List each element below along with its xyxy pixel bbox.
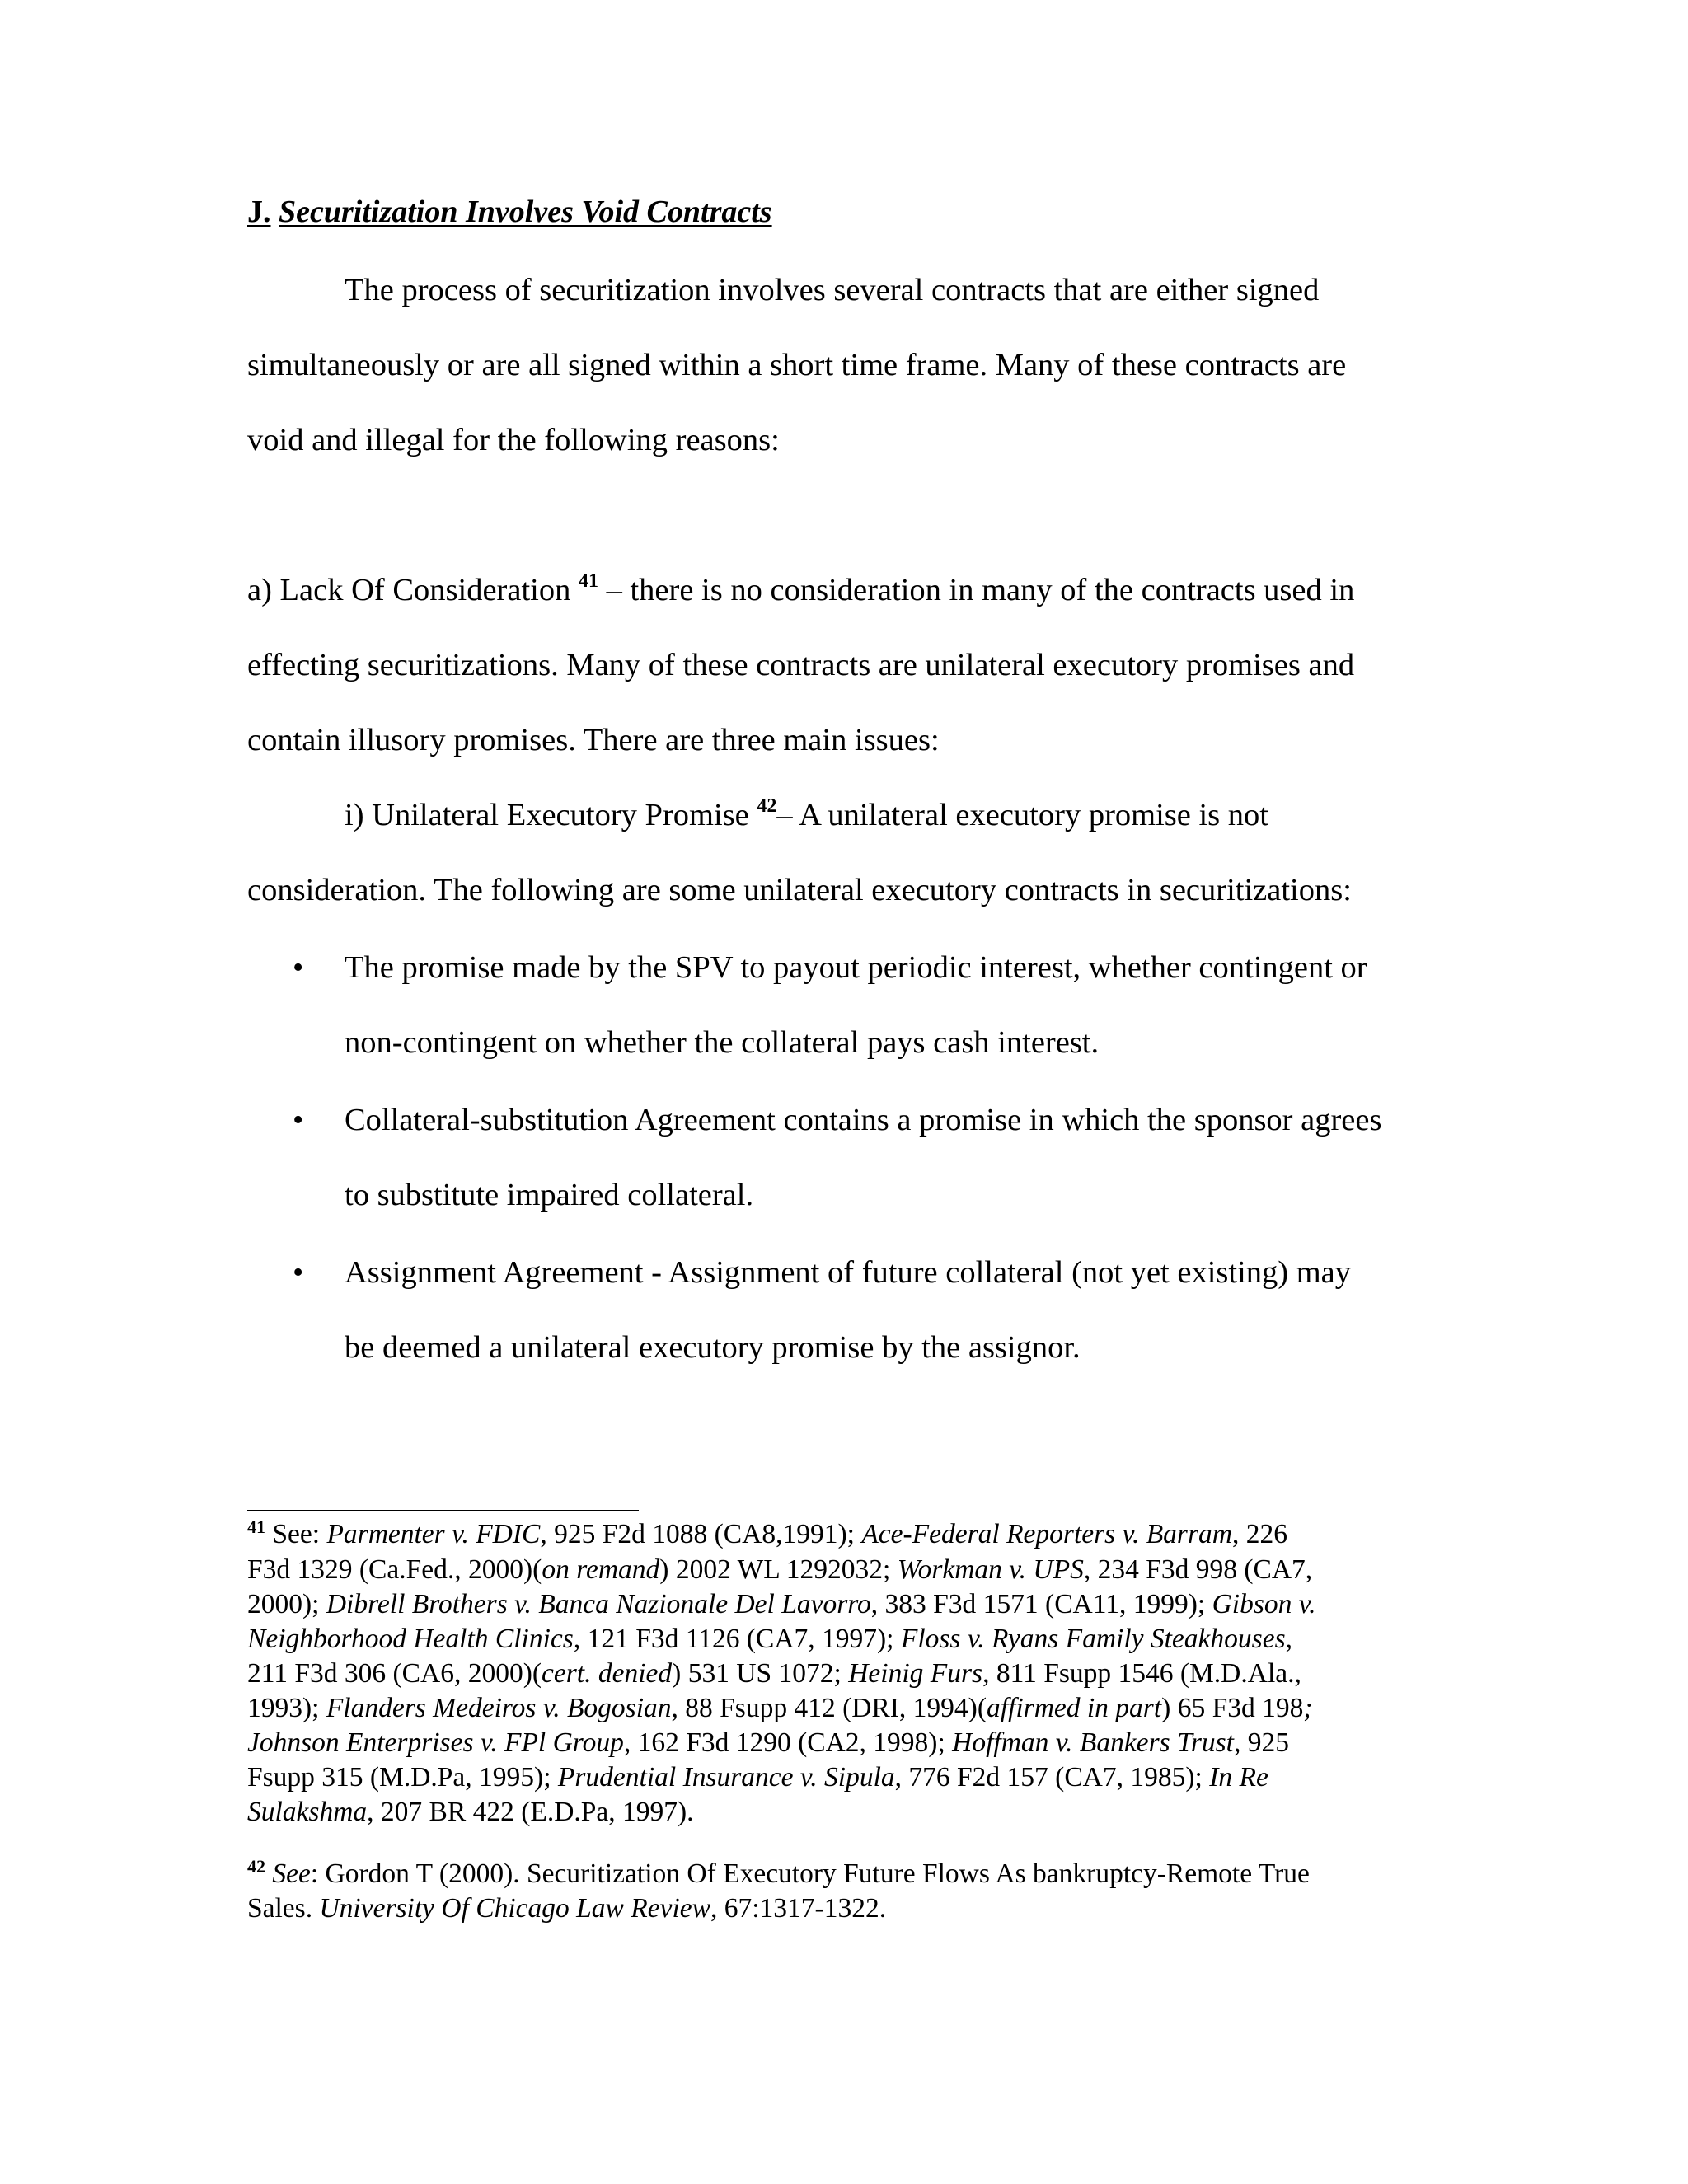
case-name: Workman v. UPS [897, 1554, 1084, 1585]
case-name: Flanders Medeiros v. Bogosian [326, 1693, 672, 1723]
point-a-line-1-rest: – there is no consideration in many of the contracts used in [606, 573, 1355, 607]
footnote-41-line-6 [247, 1694, 1313, 1722]
footnote-41-line-9 [247, 1798, 694, 1826]
case-name: Prudential Insurance v. Sipula [557, 1762, 895, 1793]
case-name: Neighborhood Health Clinics [247, 1624, 574, 1654]
bullet-icon: • [293, 1103, 304, 1137]
section-letter: J. [247, 194, 271, 229]
citation: , 207 BR 422 (E.D.Pa, 1997). [367, 1797, 694, 1827]
intro-line-1: The process of securitization involves several contracts that are either signed [345, 273, 1320, 307]
footnote-42-number: 42 [247, 1856, 265, 1877]
bullet-2-line-2: to substitute impaired collateral. [345, 1178, 754, 1212]
footnote-42-line-1 [247, 1856, 1310, 1889]
citation: , 226 [1231, 1519, 1287, 1549]
bullet-1-line-1: The promise made by the SPV to payout periodic interest, whether contingent or [345, 950, 1367, 985]
citation: F3d 1329 (Ca.Fed., 2000)( [247, 1554, 542, 1585]
footnote-41-line-7 [247, 1729, 1289, 1757]
citation: , 121 F3d 1126 (CA7, 1997); [573, 1624, 901, 1654]
citation: 1993); [247, 1693, 326, 1723]
case-name: Ace-Federal Reporters v. Barram [861, 1519, 1232, 1549]
intro-line-2: simultaneously or are all signed within a short time frame. Many of these contracts are [247, 348, 1347, 382]
point-i-line-1-rest: – A unilateral executory promise is not [776, 798, 1268, 832]
footnote-41-number: 41 [247, 1516, 265, 1537]
case-name: In Re [1209, 1762, 1268, 1793]
footnote-41-line-4 [247, 1625, 1292, 1653]
bullet-3-line-1: Assignment Agreement - Assignment of future collateral (not yet existing) may [345, 1255, 1352, 1290]
citation-note: affirmed in part [986, 1693, 1162, 1723]
citation: ) 531 US 1072; [672, 1658, 849, 1689]
citation: , 67:1317-1322. [710, 1893, 887, 1924]
citation: , 234 F3d 998 (CA7, [1083, 1554, 1313, 1585]
footnote-41-line-1 [247, 1516, 1287, 1549]
citation: , 162 F3d 1290 (CA2, 1998); [623, 1727, 953, 1758]
point-a-line-1 [247, 570, 1355, 607]
footnote-separator [247, 1510, 639, 1511]
bullet-icon: • [293, 1255, 304, 1290]
citation-note: cert. denied [542, 1658, 673, 1689]
citation: 211 F3d 306 (CA6, 2000)( [247, 1658, 542, 1689]
point-i-line-2: consideration. The following are some unilateral executory contracts in securitizations: [247, 873, 1352, 907]
citation: ) 65 F3d 198 [1161, 1693, 1304, 1723]
case-name: Sulakshma [247, 1797, 368, 1827]
bullet-1-line-2: non-contingent on whether the collateral pays cash interest. [345, 1025, 1100, 1060]
citation: , 925 [1233, 1727, 1289, 1758]
footnote-ref-41[interactable]: 41 [578, 570, 598, 592]
citation: , 925 F2d 1088 (CA8,1991); [540, 1519, 862, 1549]
case-name: Parmenter v. FDIC [326, 1519, 541, 1549]
case-name: Gibson v. [1212, 1589, 1316, 1619]
point-a-line-3: contain illusory promises. There are three main issues: [247, 723, 940, 757]
citation: Fsupp 315 (M.D.Pa, 1995); [247, 1762, 558, 1793]
case-name: Hoffman v. Bankers Trust [952, 1727, 1234, 1758]
case-name: Johnson Enterprises v. FPl Group [247, 1727, 624, 1758]
citation: , 88 Fsupp 412 (DRI, 1994)( [671, 1693, 987, 1723]
footnote-41-line-2 [247, 1556, 1312, 1584]
citation-note: on remand [542, 1554, 660, 1585]
intro-line-3: void and illegal for the following reasons: [247, 423, 780, 457]
journal-name: University Of Chicago Law Review [319, 1893, 710, 1924]
footnote-42-line-2 [247, 1895, 886, 1923]
citation: : Gordon T (2000). Securitization Of Executory Future Flows As bankruptcy-Remote True [310, 1858, 1310, 1889]
citation: , 383 F3d 1571 (CA11, 1999); [870, 1589, 1212, 1619]
citation: , 776 F2d 157 (CA7, 1985); [894, 1762, 1210, 1793]
citation: Sales. [247, 1893, 320, 1924]
point-a-line-2: effecting securitizations. Many of these contracts are unilateral executory promises and [247, 648, 1355, 682]
footnote-41-line-8 [247, 1764, 1268, 1792]
bullet-3-line-2: be deemed a unilateral executory promise by the assignor. [345, 1330, 1081, 1365]
citation: ) 2002 WL 1292032; [659, 1554, 898, 1585]
citation: , [1285, 1624, 1292, 1654]
point-i-line-1 [345, 795, 1268, 832]
footnote-41-line-5 [247, 1660, 1301, 1688]
footnote-41-see: See: [272, 1519, 327, 1549]
footnote-41-line-3 [247, 1591, 1316, 1619]
point-i-label: i) Unilateral Executory Promise [345, 798, 749, 832]
footnote-ref-42[interactable]: 42 [757, 795, 777, 817]
case-name: Floss v. Ryans Family Steakhouses [900, 1624, 1286, 1654]
section-title: Securitization Involves Void Contracts [279, 194, 772, 229]
case-name: Dibrell Brothers v. Banca Nazionale Del Lavorro [326, 1589, 871, 1619]
citation: ; [1303, 1693, 1313, 1723]
citation: , 811 Fsupp 1546 (M.D.Ala., [982, 1658, 1301, 1689]
footnote-42-see: See [272, 1858, 311, 1889]
bullet-icon: • [293, 950, 304, 985]
section-heading [247, 194, 772, 230]
point-a-label: a) Lack Of Consideration [247, 573, 571, 607]
case-name: Heinig Furs [848, 1658, 983, 1689]
citation: 2000); [247, 1589, 326, 1619]
bullet-2-line-1: Collateral-substitution Agreement contains a promise in which the sponsor agrees [345, 1103, 1382, 1137]
